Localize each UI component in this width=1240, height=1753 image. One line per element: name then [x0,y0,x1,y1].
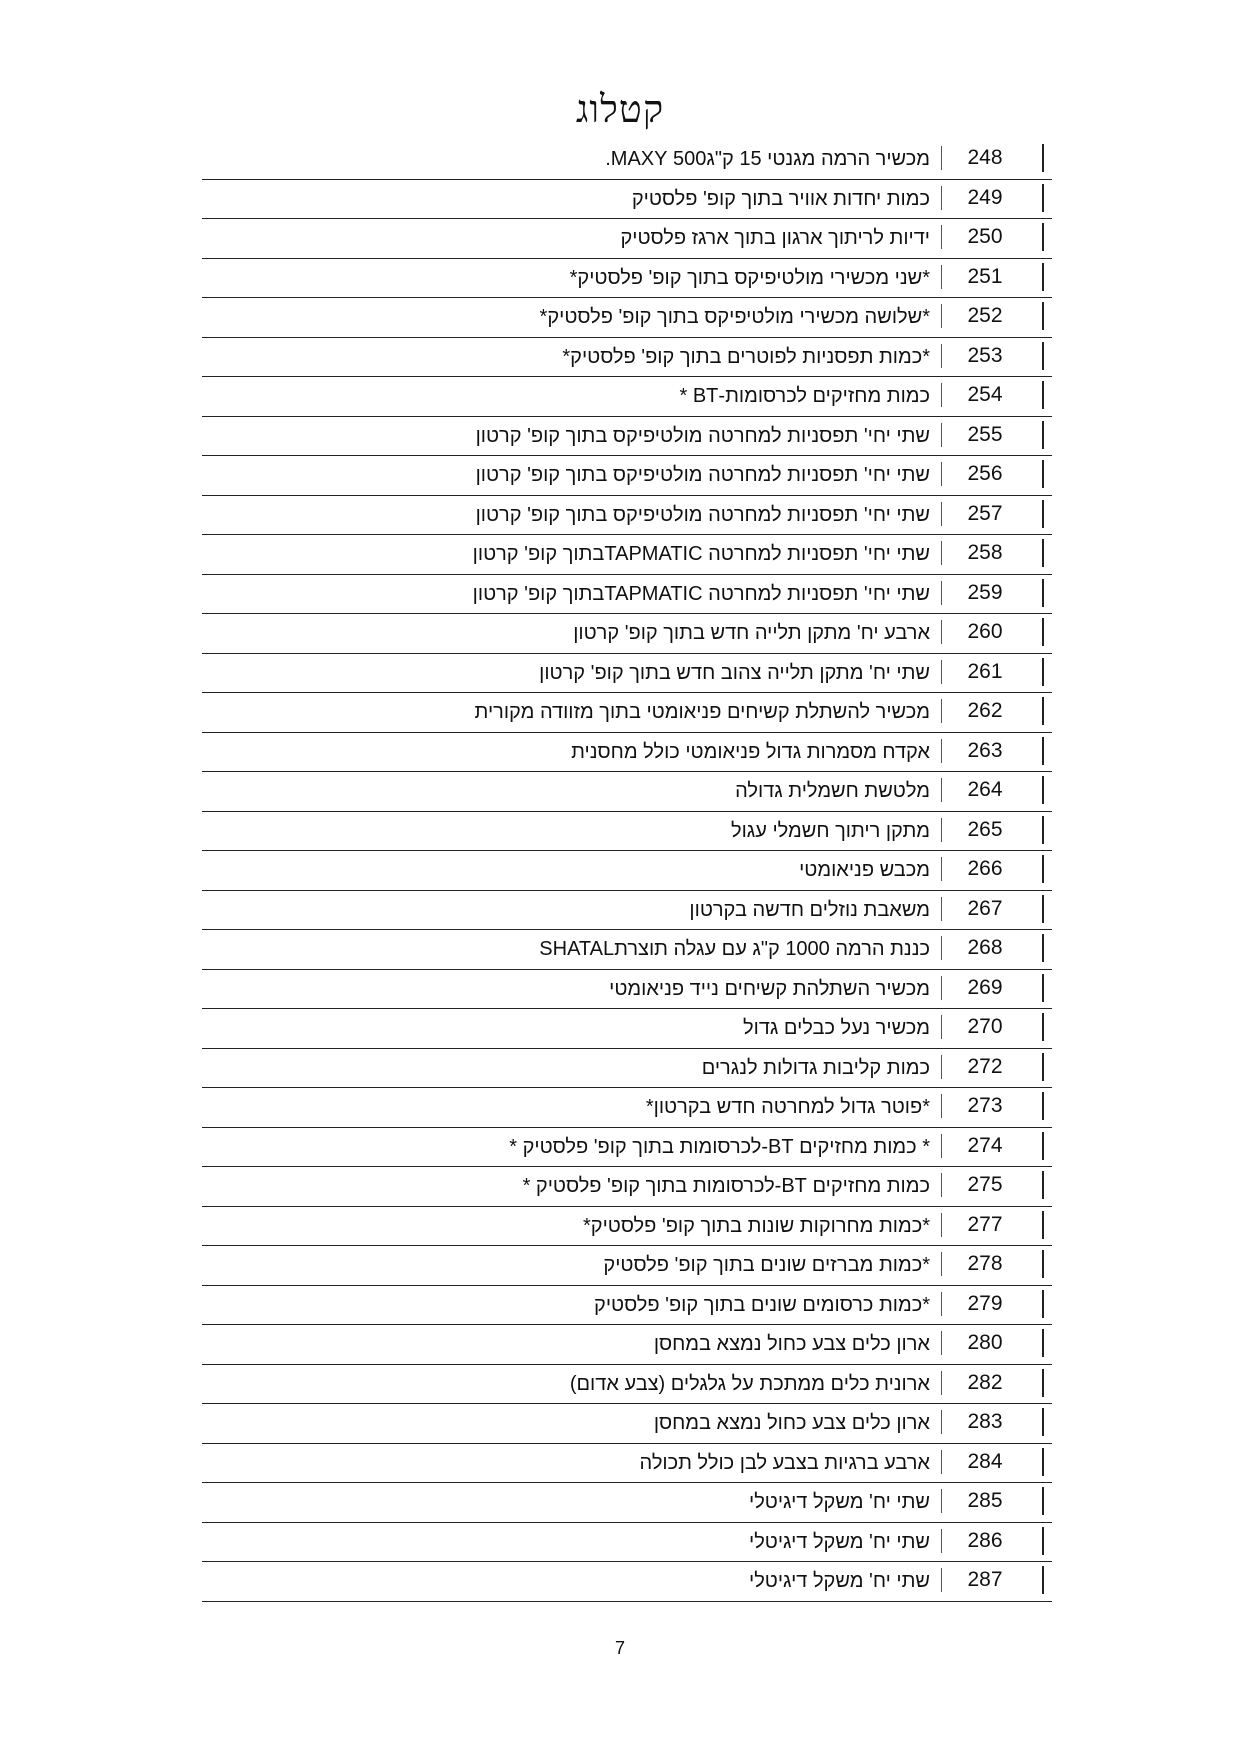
column-separator [941,1015,942,1039]
item-description: ארונית כלים ממתכת על גלגלים (צבע אדום) [569,1372,930,1395]
row-border-right [1042,658,1044,686]
item-description: *כמות תפסניות לפוטרים בתוך קופ' פלסטיק* [562,345,930,368]
row-border-right [1042,816,1044,844]
table-row [202,1088,1052,1128]
row-border-right [1042,1171,1044,1199]
table-row [202,1246,1052,1286]
table-row [202,1128,1052,1168]
row-border-right [1042,381,1044,409]
row-border-right [1042,1290,1044,1318]
item-description: שתי יח' משקל דיגיטלי [749,1570,930,1592]
table-row [202,733,1052,773]
column-separator [941,265,942,289]
item-description: כמות מחזיקים BT-לכרסומות בתוך קופ' פלסטיק * [522,1175,930,1197]
item-number: 248 [967,146,1003,169]
row-border-right [1042,895,1044,923]
item-description: ארבע ברגיות בצבע לבן כולל תכולה [639,1451,930,1474]
column-separator [941,1252,942,1276]
column-separator [941,1134,942,1158]
item-number: 262 [967,699,1003,722]
item-description: כמות קליבות גדולות לנגרים [701,1056,930,1079]
table-row [202,456,1052,496]
table-row [202,535,1052,575]
item-number: 261 [967,659,1003,683]
item-description: מכשיר השתלהת קשיחים נייד פניאומטי [609,977,930,1000]
table-row [202,1404,1052,1444]
column-separator [941,423,942,447]
column-separator [941,1410,942,1434]
row-border-right [1042,697,1044,725]
row-border-right [1042,579,1044,607]
row-border-right [1042,1487,1044,1515]
table-row [202,219,1052,259]
column-separator [941,1331,942,1355]
column-separator [941,699,942,723]
column-separator [941,1213,942,1237]
column-separator [941,897,942,921]
item-description: *פוטר גדול למחרטה חדש בקרטון* [645,1096,930,1118]
item-description: ארון כלים צבע כחול נמצא במחסן [653,1412,930,1434]
item-description: כמות יחדות אוויר בתוך קופ' פלסטיק [631,187,930,210]
item-number: 267 [967,896,1003,920]
row-border-right [1042,855,1044,883]
item-number: 257 [967,501,1003,525]
item-number: 275 [967,1173,1003,1196]
column-separator [941,1371,942,1395]
row-border-right [1042,1132,1044,1160]
row-border-right [1042,1448,1044,1476]
column-separator [941,186,942,210]
item-description: שתי יחי' תפסניות למחרטה TAPMATICבתוך קופ' קרטון [472,582,930,605]
item-description: מלטשת חשמלית גדולה [735,780,930,802]
item-number: 278 [967,1252,1003,1275]
row-border-right [1042,302,1044,330]
row-border-right [1042,263,1044,291]
table-row [202,259,1052,299]
column-separator [941,936,942,960]
table-row [202,1167,1052,1207]
column-separator [941,818,942,842]
page-number: 7 [614,1638,625,1658]
item-number: 249 [967,185,1003,209]
item-description: מכבש פניאומטי [799,859,930,881]
row-border-right [1042,974,1044,1002]
item-number: 250 [967,225,1003,248]
column-separator [941,660,942,684]
row-border-right [1042,539,1044,567]
column-separator [941,304,942,328]
row-border-right [1042,737,1044,765]
row-border-right [1042,1408,1044,1436]
column-separator [941,581,942,605]
item-number: 274 [967,1133,1003,1157]
item-number: 283 [967,1410,1003,1433]
row-border-right [1042,1211,1044,1239]
catalog-table [202,140,1052,1602]
table-row [202,1444,1052,1484]
table-row [202,812,1052,852]
table-row [202,970,1052,1010]
item-description: ארון כלים צבע כחול נמצא במחסן [653,1333,930,1355]
column-separator [941,857,942,881]
column-separator [941,739,942,763]
column-separator [941,541,942,565]
item-description: שתי יח' מתקן תלייה צהוב חדש בתוך קופ' קרטון [539,661,930,684]
table-row [202,417,1052,457]
table-row [202,930,1052,970]
item-description: משאבת נוזלים חדשה בקרטון [689,898,930,921]
column-separator [941,1292,942,1316]
row-border-right [1042,500,1044,528]
table-row [202,654,1052,694]
row-border-right [1042,144,1044,172]
item-description: * כמות מחזיקים BT-לכרסומות בתוך קופ' פלסטיק * [509,1135,930,1158]
item-description: שתי יח' משקל דיגיטלי [749,1491,930,1513]
item-number: 264 [967,778,1003,801]
column-separator [941,1489,942,1513]
table-row [202,338,1052,378]
table-row [202,377,1052,417]
column-separator [941,1450,942,1474]
row-border-right [1042,776,1044,804]
column-separator [941,1173,942,1197]
item-number: 252 [967,304,1003,327]
column-separator [941,1094,942,1118]
item-number: 263 [967,738,1003,762]
column-separator [941,383,942,407]
table-row [202,1365,1052,1405]
table-row [202,1523,1052,1563]
table-row [202,298,1052,338]
table-row [202,614,1052,654]
item-number: 260 [967,620,1003,643]
item-description: שתי יחי' תפסניות למחרטה TAPMATICבתוך קופ' קרטון [472,543,930,565]
column-separator [941,620,942,644]
table-row [202,1325,1052,1365]
column-separator [941,1529,942,1553]
item-description: מתקן ריתוך חשמלי עגול [731,819,930,842]
table-row [202,496,1052,536]
row-border-right [1042,1329,1044,1357]
table-row [202,772,1052,812]
row-border-right [1042,1527,1044,1555]
table-row [202,1286,1052,1326]
column-separator [941,1568,942,1592]
column-separator [941,1055,942,1079]
table-row [202,575,1052,615]
row-border-right [1042,934,1044,962]
item-description: *שני מכשירי מולטיפיקס בתוך קופ' פלסטיק* [569,266,930,289]
item-number: 254 [967,383,1003,406]
table-row [202,140,1052,180]
item-number: 273 [967,1094,1003,1117]
item-description: שתי יח' משקל דיגיטלי [749,1530,930,1553]
item-number: 285 [967,1489,1003,1512]
item-number: 272 [967,1054,1003,1078]
item-number: 282 [967,1370,1003,1394]
table-row [202,1049,1052,1089]
item-number: 251 [967,264,1003,288]
item-number: 269 [967,975,1003,999]
table-row [202,180,1052,220]
row-border-right [1042,1250,1044,1278]
item-description: מכשיר נעל כבלים גדול [743,1017,930,1039]
item-description: מכשיר הרמה מגנטי 15 ק"ג500 MAXY. [605,148,930,170]
table-row [202,1207,1052,1247]
item-description: *שלושה מכשירי מולטיפיקס בתוך קופ' פלסטיק* [539,306,930,328]
column-separator [941,462,942,486]
row-border-right [1042,342,1044,370]
row-border-right [1042,421,1044,449]
table-row [202,891,1052,931]
item-number: 256 [967,462,1003,485]
table-row [202,1483,1052,1523]
column-separator [941,976,942,1000]
item-number: 259 [967,580,1003,604]
item-description: ידיות לריתוך ארגון בתוך ארגז פלסטיק [620,227,930,249]
table-row [202,693,1052,733]
item-number: 277 [967,1212,1003,1236]
item-number: 253 [967,343,1003,367]
item-description: *כמות כרסומים שונים בתוך קופ' פלסטיק [594,1293,930,1316]
row-border-right [1042,1013,1044,1041]
item-number: 266 [967,857,1003,880]
item-description: שתי יחי' תפסניות למחרטה מולטיפיקס בתוך קופ' קרטון [475,464,930,486]
item-description: שתי יחי' תפסניות למחרטה מולטיפיקס בתוך קופ' קרטון [475,503,930,526]
item-number: 258 [967,541,1003,564]
item-number: 270 [967,1015,1003,1038]
row-border-right [1042,1566,1044,1594]
column-separator [941,146,942,170]
column-separator [941,225,942,249]
row-border-right [1042,223,1044,251]
row-border-right [1042,184,1044,212]
column-separator [941,502,942,526]
item-description: כמות מחזיקים לכרסומות-BT * [679,385,930,407]
item-description: אקדח מסמרות גדול פניאומטי כולל מחסנית [571,740,930,763]
item-number: 287 [967,1568,1003,1591]
table-row [202,1009,1052,1049]
item-number: 265 [967,817,1003,841]
item-number: 255 [967,422,1003,446]
row-border-right [1042,618,1044,646]
item-description: כננת הרמה 1000 ק"ג עם עגלה תוצרתSHATAL [539,938,930,960]
item-description: *כמות מחרוקות שונות בתוך קופ' פלסטיק* [582,1214,930,1237]
item-description: שתי יחי' תפסניות למחרטה מולטיפיקס בתוך קופ' קרטון [475,424,930,447]
item-number: 279 [967,1291,1003,1315]
item-description: *כמות מברזים שונים בתוך קופ' פלסטיק [603,1254,930,1276]
item-description: ארבע יח' מתקן תלייה חדש בתוך קופ' קרטון [573,622,930,644]
item-number: 286 [967,1528,1003,1552]
row-border-right [1042,1053,1044,1081]
row-border-right [1042,460,1044,488]
row-border-right [1042,1369,1044,1397]
column-separator [941,778,942,802]
item-number: 280 [967,1331,1003,1354]
table-row [202,851,1052,891]
item-description: מכשיר להשתלת קשיחים פניאומטי בתוך מזוודה מקורית [474,701,930,723]
item-number: 268 [967,936,1003,959]
page-title: קטלוג [575,89,665,131]
item-number: 284 [967,1449,1003,1473]
row-border-right [1042,1092,1044,1120]
table-row [202,1562,1052,1602]
column-separator [941,344,942,368]
